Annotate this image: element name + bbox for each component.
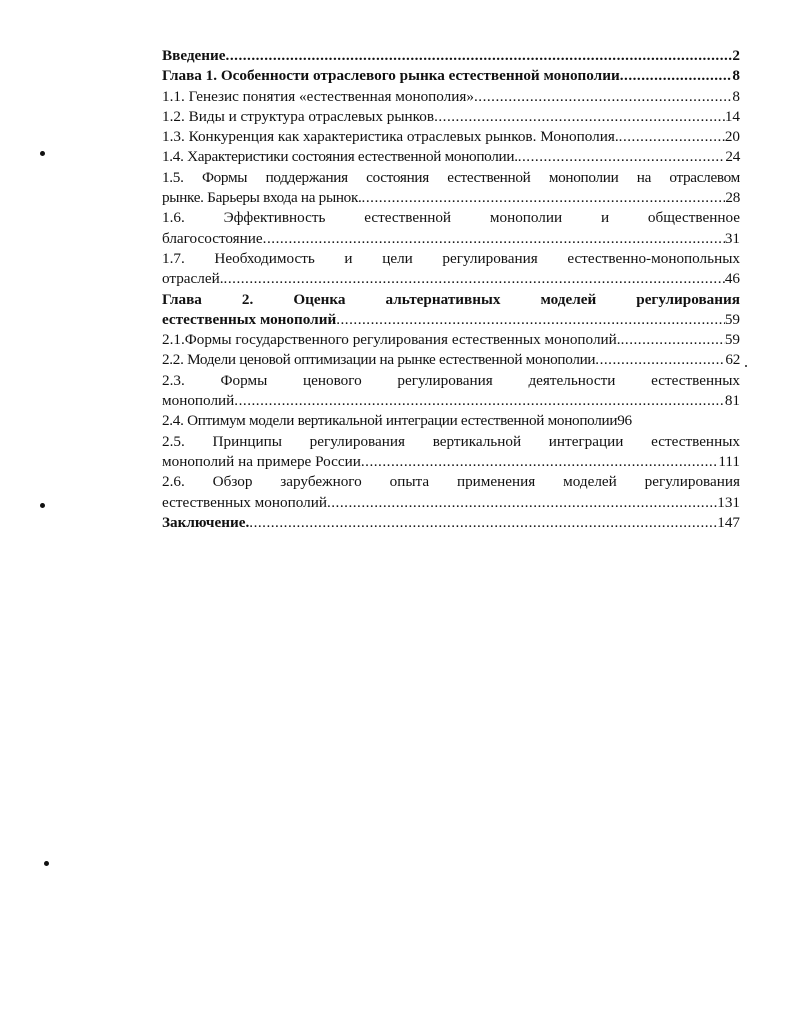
toc-entry-title-line-1: 1.7. Необходимость и цели регулирования естественно-монопольных	[162, 249, 740, 267]
toc-entry-title-line-1: 2.6. Обзор зарубежного опыта применения моделей регулирования	[162, 473, 740, 491]
margin-dot	[40, 503, 45, 508]
toc-entry-page: 62	[725, 351, 740, 369]
toc-entry-2-2	[162, 350, 740, 370]
toc-entry-page: 96	[617, 412, 632, 430]
toc-entry-page: 8	[732, 87, 740, 105]
scan-speck	[745, 365, 747, 367]
toc-entry-page: 46	[724, 270, 740, 288]
dot-leader	[361, 452, 718, 472]
toc-entry-title-line-1: 2.3. Формы ценового регулирования деятельности естественных	[162, 371, 740, 389]
dot-leader	[474, 87, 732, 107]
dot-leader	[224, 269, 725, 289]
toc-entry-title: отраслей.	[162, 270, 224, 288]
toc-entry-title: 1.2. Виды и структура отраслевых рынков	[162, 107, 435, 125]
toc-entry-title: 2.1.Формы государственного регулирования естественных монополий.	[162, 331, 621, 349]
toc-entry-introduction	[162, 46, 740, 66]
toc-entry-title-line-1: 2.5. Принципы регулирования вертикальной интеграции естественных	[162, 432, 740, 450]
dot-leader	[336, 310, 725, 330]
toc-entry-conclusion	[162, 513, 740, 533]
toc-entry-1-4	[162, 147, 740, 167]
dot-leader	[263, 229, 725, 249]
dot-leader	[226, 46, 733, 66]
margin-dot	[40, 151, 45, 156]
dot-leader	[518, 147, 726, 167]
toc-entry-1-2	[162, 107, 740, 127]
toc-entry-title: благосостояние	[162, 229, 263, 247]
toc-entry-chapter-1	[162, 66, 740, 86]
toc-entry-1-5	[162, 168, 740, 209]
toc-entry-title-line-1: 1.5. Формы поддержания состояния естественной монополии на отраслевом	[162, 168, 740, 186]
toc-entry-2-5	[162, 432, 740, 473]
toc-entry-title: 1.3. Конкуренция как характеристика отраслевых рынков. Монополия.	[162, 128, 619, 146]
dot-leader	[327, 493, 717, 513]
toc-entry-title: 2.4. Оптимум модели вертикальной интеграции естественной монополии	[162, 412, 618, 430]
toc-entry-title: естественных монополий	[162, 310, 337, 328]
dot-leader	[234, 391, 725, 411]
toc-entry-2-3	[162, 371, 740, 412]
dot-leader	[362, 188, 726, 208]
dot-leader	[595, 350, 725, 370]
toc-entry-title: монополий	[162, 392, 235, 410]
toc-entry-page: 147	[717, 513, 740, 531]
toc-entry-page: 28	[725, 189, 740, 207]
toc-entry-title: монополий на примере России	[162, 452, 361, 470]
toc-entry-title: Заключение.	[162, 513, 250, 531]
toc-entry-1-3	[162, 127, 740, 147]
dot-leader	[619, 127, 725, 147]
toc-entry-1-6	[162, 208, 740, 249]
dot-leader	[249, 513, 717, 533]
toc-entry-title: естественных монополий	[162, 493, 327, 511]
dot-leader	[434, 107, 725, 127]
toc-entry-title-line-1: Глава 2. Оценка альтернативных моделей регулирования	[162, 290, 740, 308]
toc-entry-1-7	[162, 249, 740, 290]
toc-entry-chapter-2	[162, 290, 740, 331]
toc-entry-page: 111	[718, 452, 740, 470]
margin-dot	[44, 861, 49, 866]
toc-entry-2-4	[162, 411, 740, 431]
toc-entry-title: Глава 1. Особенности отраслевого рынка естественной монополии	[162, 67, 620, 85]
toc-entry-title: 1.4. Характеристики состояния естественной монополии.	[162, 148, 518, 166]
toc-entry-title: рынке. Барьеры входа на рынок.	[162, 189, 362, 207]
toc-entry-title-line-1: 1.6. Эффективность естественной монополии и общественное	[162, 209, 740, 227]
table-of-contents	[162, 46, 740, 533]
dot-leader	[620, 66, 733, 86]
toc-entry-page: 24	[725, 148, 740, 166]
toc-entry-title: 2.2. Модели ценовой оптимизации на рынке естественной монополии	[162, 351, 596, 369]
toc-entry-page: 59	[724, 310, 740, 328]
toc-entry-2-6	[162, 472, 740, 513]
toc-entry-page: 14	[724, 107, 740, 125]
toc-entry-title: Введение	[162, 47, 226, 64]
toc-entry-2-1	[162, 330, 740, 350]
toc-entry-page: 131	[717, 493, 740, 511]
toc-entry-title: 1.1. Генезис понятия «естественная монополия»	[162, 87, 474, 105]
toc-entry-page: 2	[732, 47, 740, 64]
dot-leader	[621, 330, 725, 350]
toc-entry-page: 59	[724, 331, 740, 349]
toc-entry-page: 31	[724, 229, 740, 247]
toc-entry-page: 20	[724, 128, 740, 146]
toc-entry-page: 81	[724, 392, 740, 410]
toc-entry-1-1	[162, 87, 740, 107]
toc-entry-page: 8	[732, 67, 740, 85]
